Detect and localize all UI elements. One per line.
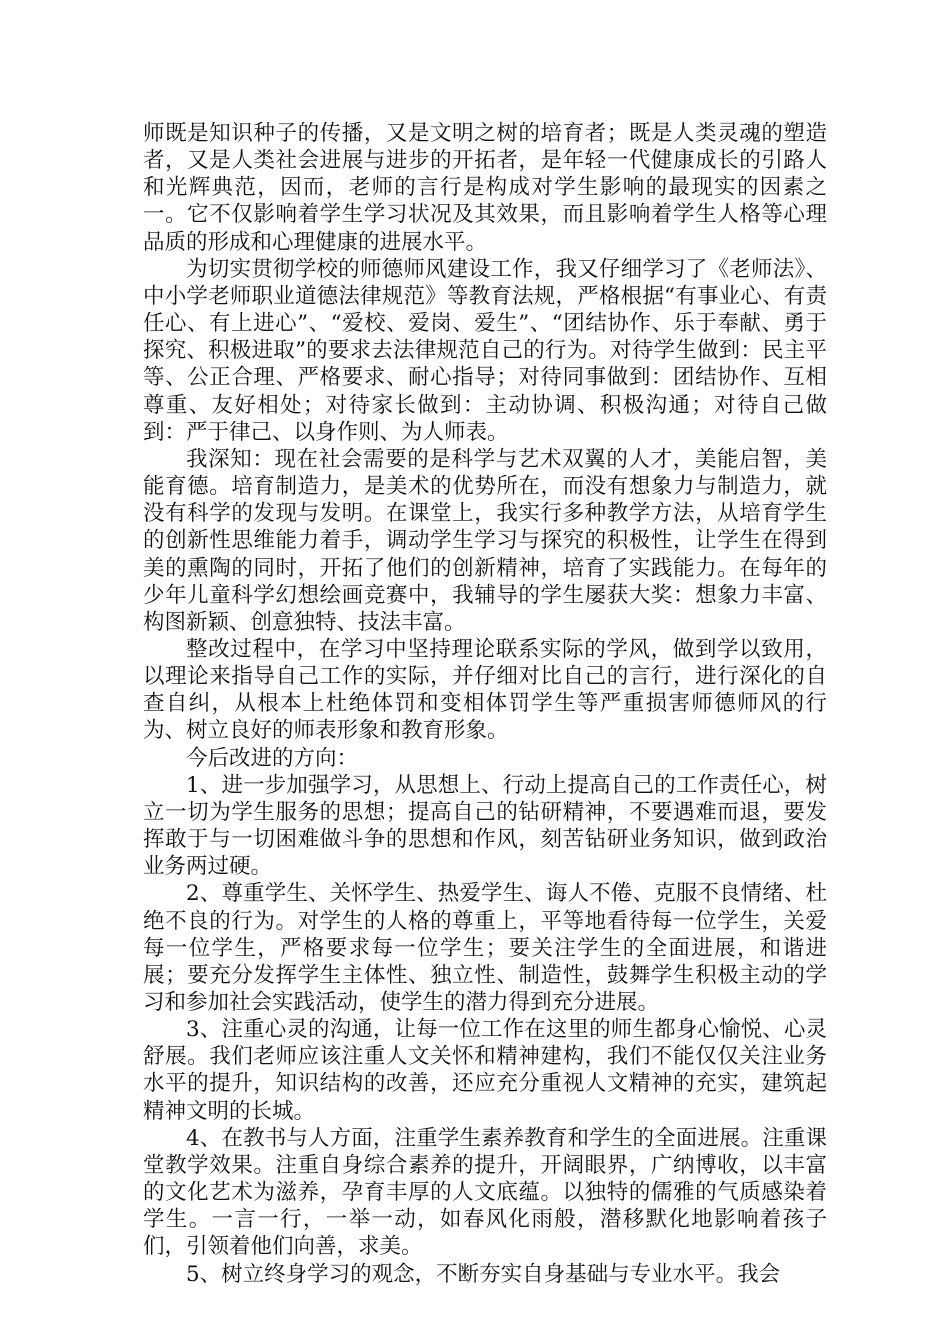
list-item-4: 4、在教书与人方面，注重学生素养教育和学生的全面进展。注重课堂教学效果。注重自身综合素养的提升，开阔眼界，广纳博收，以丰富的文化艺术为滋养，孕育丰厚的人文底蕴。以独特的儒雅的气质感染着学生。一言一行，一举一动，如春风化雨般，潜移默化地影响着孩子们，引领着他们向善，求美。	[143, 1125, 827, 1260]
list-item-2: 2、尊重学生、关怀学生、热爱学生、诲人不倦、克服不良情绪、杜绝不良的行为。对学生的人格的尊重上，平等地看待每一位学生，关爱每一位学生，严格要求每一位学生；要关注学生的全面进展，和谐进展；要充分发挥学生主体性、独立性、制造性，鼓舞学生积极主动的学习和参加社会实践活动，使学生的潜力得到充分进展。	[143, 881, 827, 1015]
list-item-3: 3、注重心灵的沟通，让每一位工作在这里的师生都身心愉悦、心灵舒展。我们老师应该注重人文关怀和精神建构，我们不能仅仅关注业务水平的提升，知识结构的改善，还应充分重视人文精神的充实，建筑起精神文明的长城。	[143, 1017, 827, 1124]
list-item-5: 5、树立终身学习的观念，不断夯实自身基础与专业水平。我会	[186, 1261, 781, 1287]
paragraph-improvement-heading: 今后改进的方向：	[186, 745, 359, 771]
paragraph-study-regulations: 为切实贯彻学校的师德师风建设工作，我又仔细学习了《老师法》、中小学老师职业道德法律规范》等教育法规，严格根据“有事业心、有责任心、有上进心”、“爱校、爱岗、爱生”、“团结协作、乐于奉献、勇于探究、积极进取”的要求去法律规范自己的行为。对待学生做到：民主平等、公正合理、严格要求、耐心指导；对待同事做到：团结协作、互相尊重、友好相处；对待家长做到：主动协调、积极沟通；对待自己做到：严于律己、以身作则、为人师表。	[143, 256, 827, 445]
paragraph-rectification: 整改过程中，在学习中坚持理论联系实际的学风，做到学以致用，以理论来指导自己工作的实际，并仔细对比自己的言行，进行深化的自查自纠，从根本上杜绝体罚和变相体罚学生等严重损害师德师风的行为、树立良好的师表形象和教育形象。	[143, 636, 827, 744]
paragraph-art-education: 我深知：现在社会需要的是科学与艺术双翼的人才，美能启智，美能育德。培育制造力，是美术的优势所在，而没有想象力与制造力，就没有科学的发现与发明。在课堂上，我实行多种教学方法，从培育学生的创新性思维能力着手，调动学生学习与探究的积极性，让学生在得到美的熏陶的同时，开拓了他们的创新精神，培育了实践能力。在每年的少年儿童科学幻想绘画竞赛中，我辅导的学生屡获大奖：想象力丰富、构图新颖、创意独特、技法丰富。	[143, 446, 827, 635]
list-item-1: 1、进一步加强学习，从思想上、行动上提高自己的工作责任心，树立一切为学生服务的思想；提高自己的钻研精神，不要遇难而退，要发挥敢于与一切困难做斗争的思想和作风，刻苦钻研业务知识，做到政治业务两过硬。	[143, 772, 827, 880]
paragraph-intro-continued: 师既是知识种子的传播，又是文明之树的培育者；既是人类灵魂的塑造者，又是人类社会进展与进步的开拓者，是年轻一代健康成长的引路人和光辉典范，因而，老师的言行是构成对学生影响的最现实的因素之一。它不仅影响着学生学习状况及其效果，而且影响着学生人格等心理品质的形成和心理健康的进展水平。	[143, 121, 827, 255]
document-body	[143, 120, 827, 1288]
